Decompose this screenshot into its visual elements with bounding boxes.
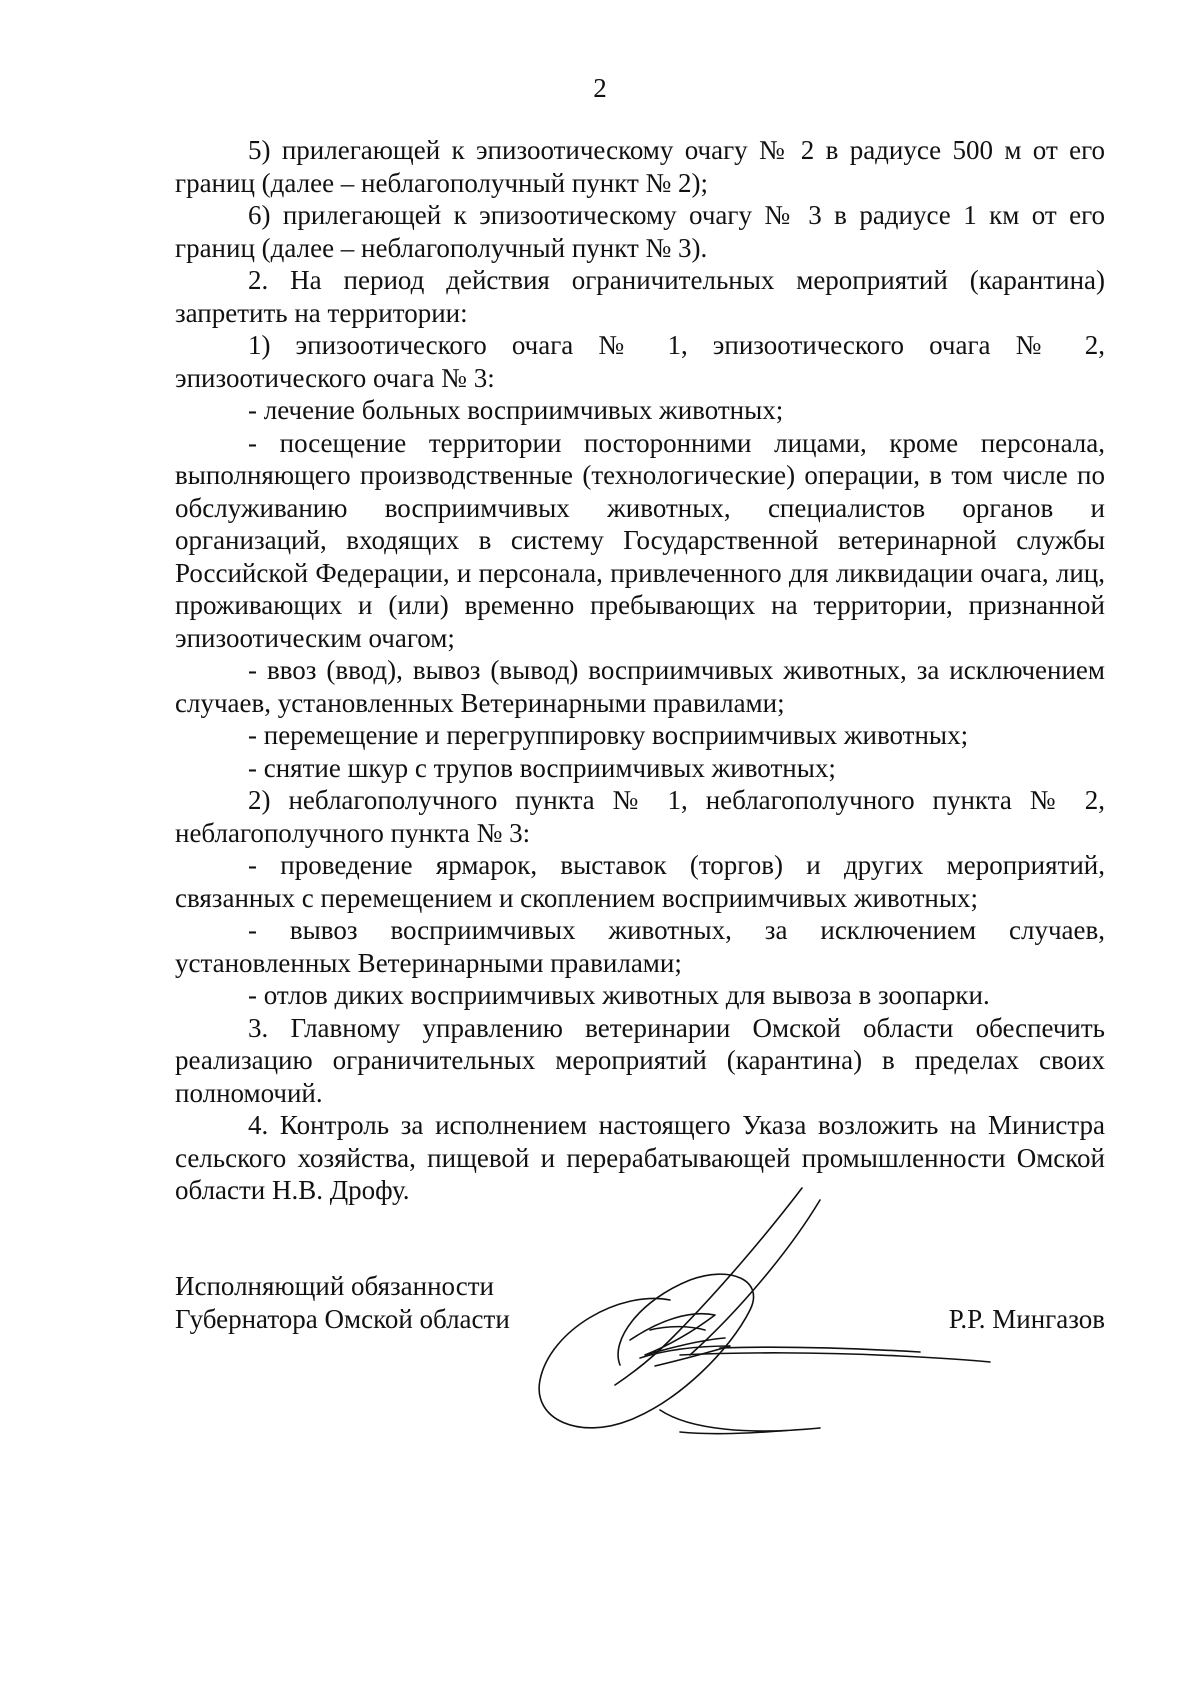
paragraph-bullet: - посещение территории посторонними лицами, кроме персонала, выполняющего производственные (технологические) операции, в том числе по обслуживанию восприимчивых животных, специалистов органов и организаций, входящих в систему Государственной ветеринарной службы Российской Федерации, и персонала, привлеченного для ликвидации очага, лиц, проживающих и (или) временно пребывающих на территории, признанной эпизоотическим очагом;: [175, 427, 1105, 653]
signatory-title-line2: Губернатора Омской области: [175, 1303, 510, 1334]
handwritten-signature-icon: [520, 1180, 1010, 1450]
paragraph-bullet: - вывоз восприимчивых животных, за исключением случаев, установленных Ветеринарными правилами;: [175, 915, 1105, 978]
paragraph-bullet: - отлов диких восприимчивых животных для вывоза в зоопарки.: [248, 980, 990, 1010]
paragraph-section-3: 3. Главному управлению ветеринарии Омской области обеспечить реализацию ограничительных мероприятий (карантина) в пределах своих полномочий.: [175, 1012, 1105, 1108]
paragraph-section-4: 4. Контроль за исполнением настоящего Указа возложить на Министра сельского хозяйства, пищевой и перерабатывающей промышленности Омской области Н.В. Дрофу.: [175, 1110, 1105, 1205]
paragraph-item-5: 5) прилегающей к эпизоотическому очагу № 2 в радиусе 500 м от его границ (далее – неблагополучный пункт № 2);: [175, 135, 1105, 198]
paragraph-bullet: - проведение ярмарок, выставок (торгов) и других мероприятий, связанных с перемещением и скоплением восприимчивых животных;: [175, 850, 1105, 913]
document-body: [175, 134, 1105, 1207]
signatory-title-line1: Исполняющий обязанности: [175, 1271, 494, 1301]
paragraph-subitem-2: 2) неблагополучного пункта № 1, неблагополучного пункта № 2, неблагополучного пункта № 3:: [175, 785, 1105, 848]
paragraph-bullet: - снятие шкур с трупов восприимчивых животных;: [248, 752, 836, 783]
paragraph-bullet: - лечение больных восприимчивых животных;: [248, 395, 784, 425]
paragraph-item-6: 6) прилегающей к эпизоотическому очагу № 3 в радиусе 1 км от его границ (далее – неблагополучный пункт № 3).: [175, 200, 1105, 263]
paragraph-subitem-1: 1) эпизоотического очага № 1, эпизоотического очага № 2, эпизоотического очага № 3:: [175, 330, 1105, 393]
paragraph-bullet: - перемещение и перегруппировку восприимчивых животных;: [248, 720, 969, 750]
paragraph-section-2: 2. На период действия ограничительных мероприятий (карантина) запретить на территории:: [175, 265, 1105, 328]
paragraph-bullet: - ввоз (ввод), вывоз (вывод) восприимчивых животных, за исключением случаев, установленных Ветеринарными правилами;: [175, 655, 1105, 718]
page-number: 2: [593, 73, 607, 103]
signatory-name: Р.Р. Мингазов: [948, 1303, 1105, 1334]
